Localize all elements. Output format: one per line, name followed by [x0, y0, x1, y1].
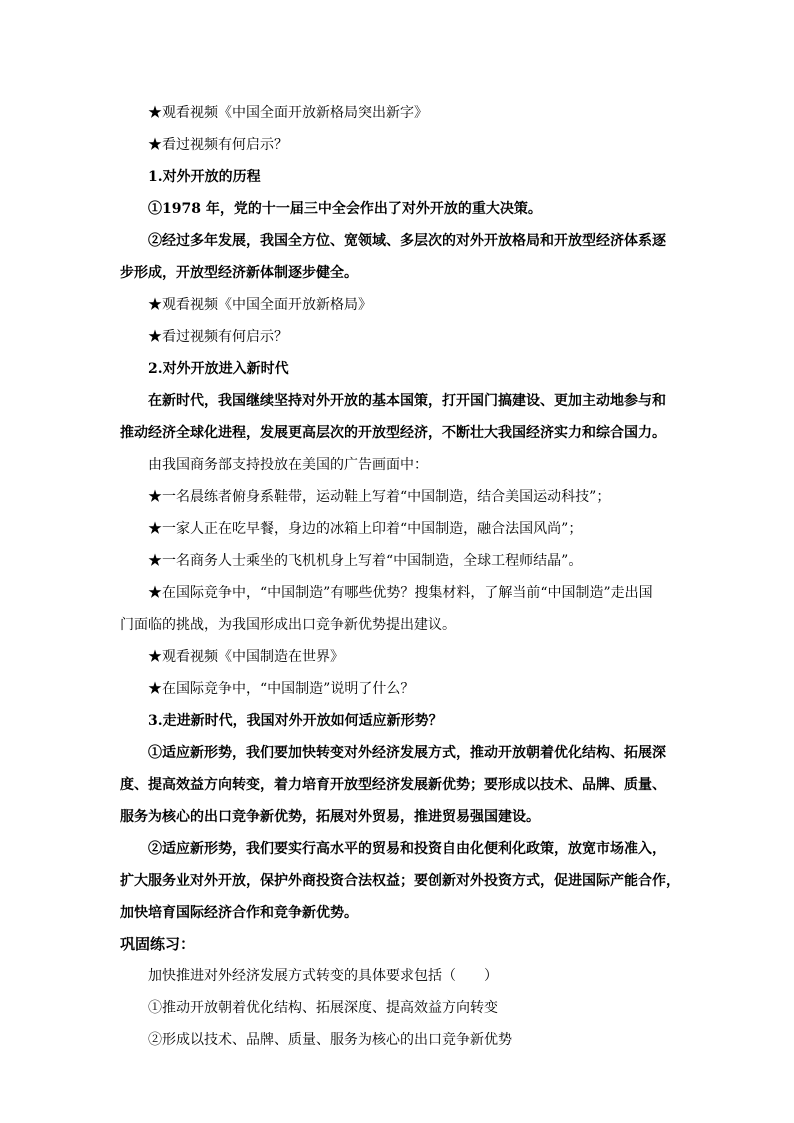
video-title-line-1: ★观看视频《中国全面开放新格局突出新字》 — [148, 105, 428, 121]
history-point-1: ①1978 年，党的十一届三中全会作出了对外开放的重大决策。 — [148, 201, 542, 217]
video-title-line-2: ★观看视频《中国全面开放新格局》 — [148, 297, 372, 313]
ad-example-3: ★一名商务人士乘坐的飞机机身上写着“中国制造，全球工程师结晶”。 — [148, 553, 583, 569]
ad-example-1: ★一名晨练者俯身系鞋带，运动鞋上写着“中国制造，结合美国运动科技”； — [148, 489, 611, 505]
adapt-point-2-line-2: 扩大服务业对外开放，保护外商投资合法权益；要创新对外投资方式，促进国际产能合作， — [120, 873, 680, 889]
adapt-point-1-line-2: 度、提高效益方向转变，着力培育开放型经济发展新优势；要形成以技术、品牌、质量、 — [120, 777, 666, 793]
adapt-point-1-line-1: ①适应新形势，我们要加快转变对外经济发展方式，推动开放朝着优化结构、拓展深 — [148, 745, 666, 761]
section-heading-1: 1.对外开放的历程 — [148, 169, 261, 185]
adapt-point-2-line-3: 加快培育国际经济合作和竞争新优势。 — [120, 905, 358, 921]
practice-option-1: ①推动开放朝着优化结构、拓展深度、提高效益方向转变 — [148, 1000, 498, 1016]
ad-example-2: ★一家人正在吃早餐，身边的冰箱上印着“中国制造，融合法国风尚”； — [148, 521, 583, 537]
practice-question: 加快推进对外经济发展方式转变的具体要求包括（ ） — [148, 968, 498, 984]
video-question-line-3: ★在国际竞争中，“中国制造”说明了什么？ — [148, 681, 415, 697]
practice-option-2: ②形成以技术、品牌、质量、服务为核心的出口竞争新优势 — [148, 1032, 512, 1048]
adapt-point-2-line-1: ②适应新形势，我们要实行高水平的贸易和投资自由化便利化政策，放宽市场准入， — [148, 841, 666, 857]
video-question-line-1: ★看过视频有何启示？ — [148, 137, 288, 153]
practice-heading: 巩固练习： — [120, 935, 196, 953]
new-era-paragraph-line-2: 推动经济全球化进程，发展更高层次的开放型经济，不断壮大我国经济实力和综合国力。 — [120, 425, 666, 441]
section-heading-3: 3.走进新时代，我国对外开放如何适应新形势？ — [148, 713, 443, 729]
history-point-2-line-2: 步形成，开放型经济新体制逐步健全。 — [120, 265, 358, 281]
ad-intro-line: 由我国商务部支持投放在美国的广告画面中： — [148, 457, 428, 473]
history-point-2-line-1: ②经过多年发展，我国全方位、宽领域、多层次的对外开放格局和开放型经济体系逐 — [148, 233, 666, 249]
activity-question-line-1: ★在国际竞争中，“中国制造”有哪些优势？搜集材料，了解当前“中国制造”走出国 — [148, 585, 653, 601]
activity-question-line-2: 门面临的挑战，为我国形成出口竞争新优势提出建议。 — [120, 617, 456, 633]
adapt-point-1-line-3: 服务为核心的出口竞争新优势，拓展对外贸易，推进贸易强国建设。 — [120, 809, 540, 825]
new-era-paragraph-line-1: 在新时代，我国继续坚持对外开放的基本国策，打开国门搞建设、更加主动地参与和 — [148, 393, 666, 409]
section-heading-2: 2.对外开放进入新时代 — [148, 361, 289, 377]
video-question-line-2: ★看过视频有何启示？ — [148, 329, 288, 345]
video-title-line-3: ★观看视频《中国制造在世界》 — [148, 649, 344, 665]
